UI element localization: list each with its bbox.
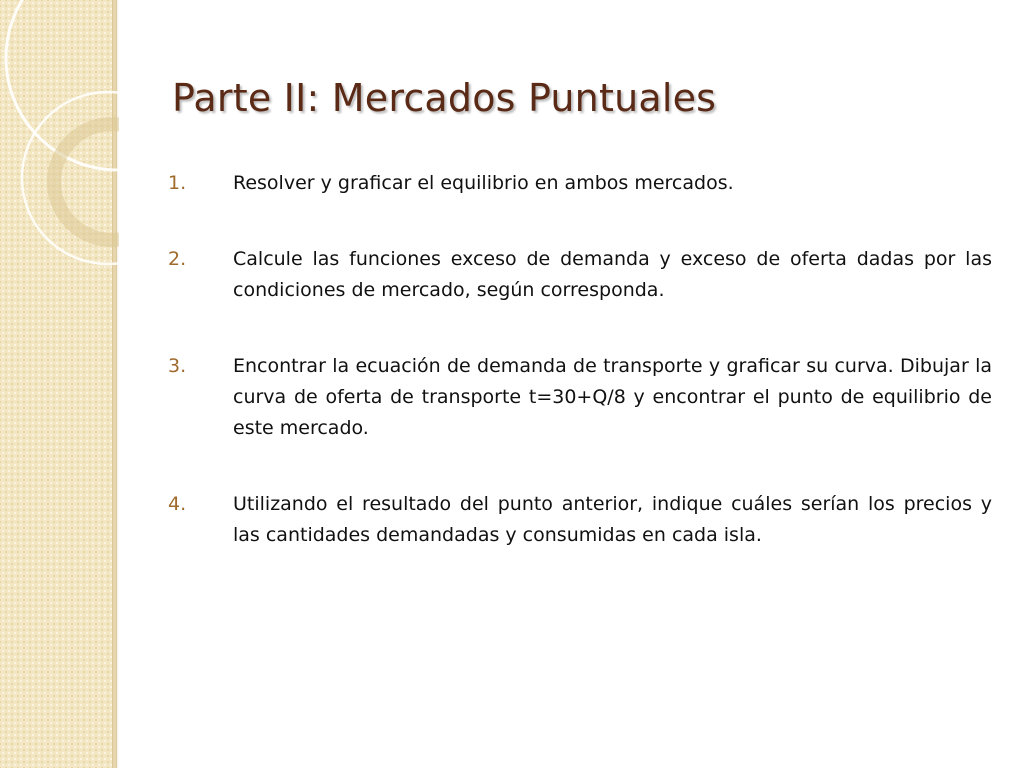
- item-number: 3.: [168, 355, 187, 377]
- item-number: 2.: [168, 248, 187, 270]
- slide-title: Parte II: Mercados Puntuales: [172, 76, 717, 120]
- item-text: Encontrar la ecuación de demanda de transporte y graficar su curva. Dibujar la curva de oferta de transporte t=30+Q/8 y encontrar el punto de equilibrio de este mercado.: [233, 355, 992, 439]
- decorative-ring-small: [54, 124, 119, 240]
- item-number: 1.: [168, 172, 187, 194]
- list-item: [168, 244, 992, 306]
- list-item: [168, 489, 992, 551]
- item-number: 4.: [168, 493, 187, 515]
- list-item: [168, 351, 992, 444]
- item-text: Resolver y graficar el equilibrio en ambos mercados.: [233, 172, 734, 194]
- list-item: [168, 168, 992, 199]
- exercise-list: [168, 168, 992, 596]
- item-text: Utilizando el resultado del punto anterior, indique cuáles serían los precios y las cantidades demandadas y consumidas en cada isla.: [233, 493, 992, 546]
- item-text: Calcule las funciones exceso de demanda y exceso de oferta dadas por las condiciones de mercado, según corresponda.: [233, 248, 992, 301]
- decorative-rings: [0, 0, 119, 768]
